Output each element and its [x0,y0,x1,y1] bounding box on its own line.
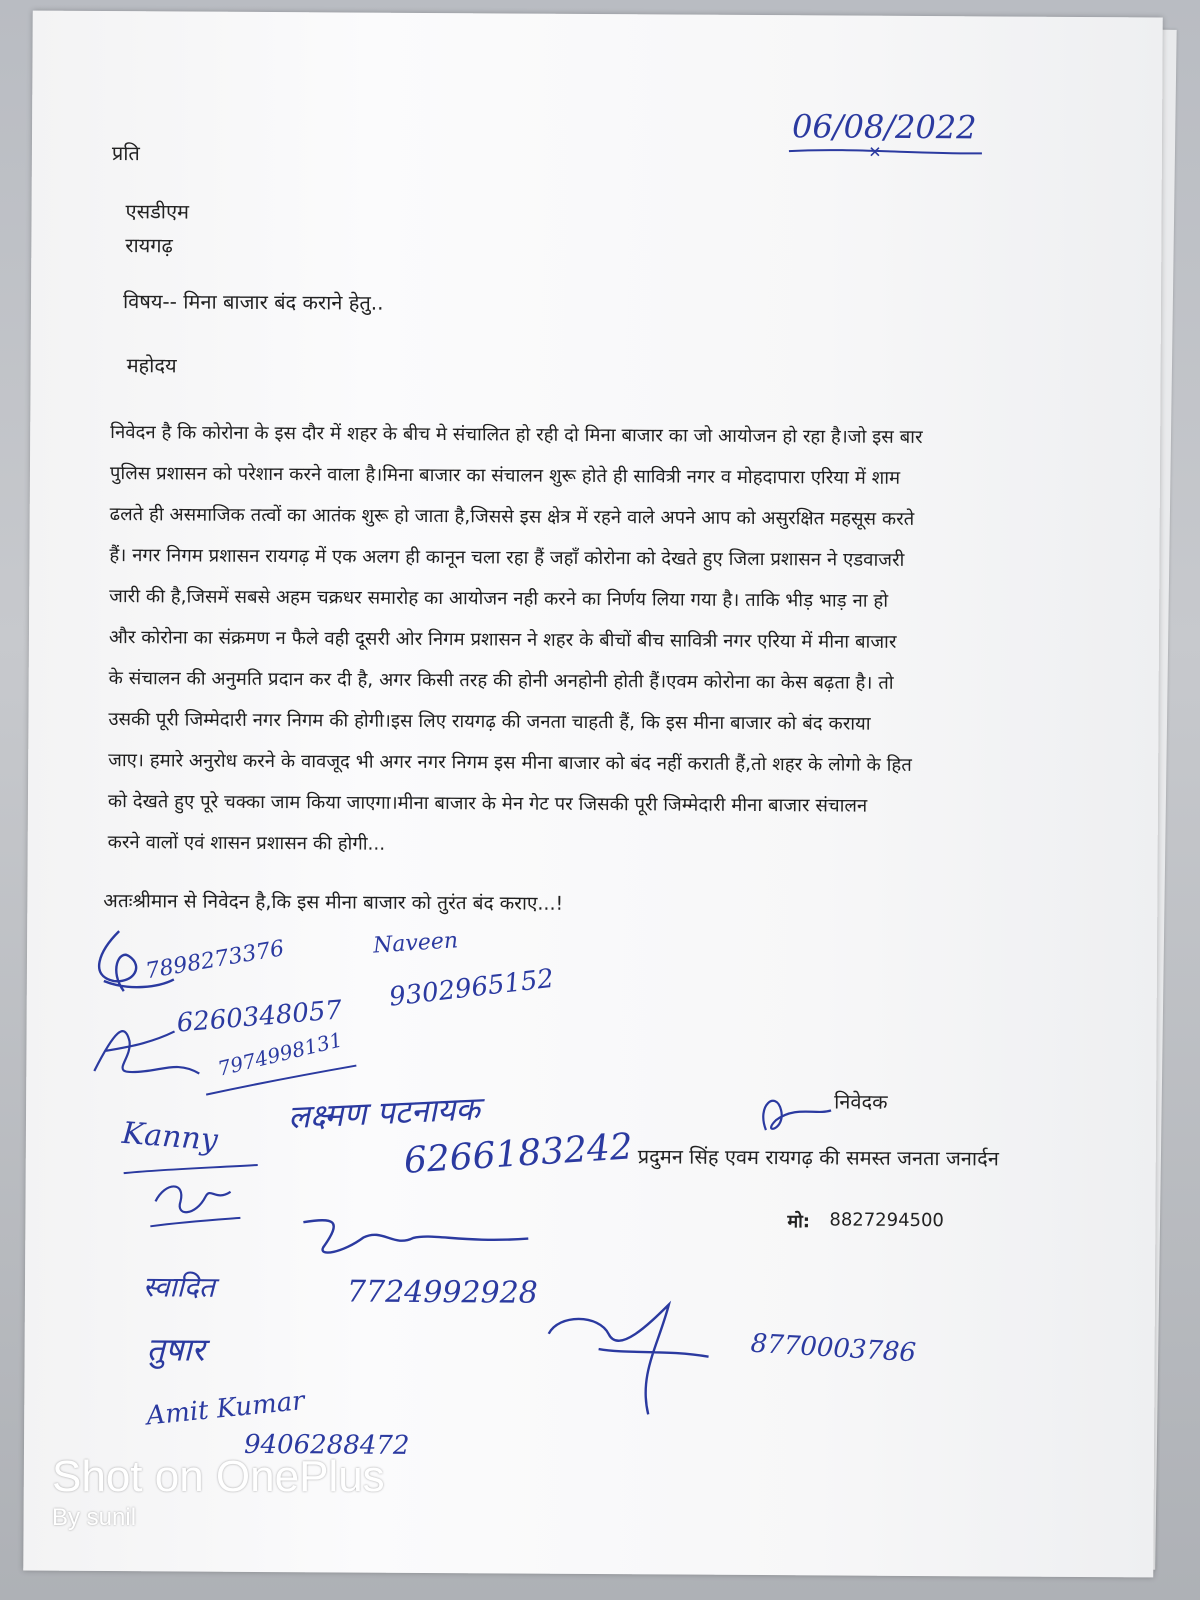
body-line: हैं। नगर निगम प्रशासन रायगढ़ में एक अलग ही कानून चला रहा हैं जहाँ कोरोना को देखते हुए जिला प्रशासन ने एडवाजरी [109,545,905,571]
mobile-label: मो: [787,1211,811,1233]
letter-greeting: महोदय [126,353,177,378]
recipient-city: रायगढ़ [125,233,173,258]
body-line: को देखते हुए पूरे चक्का जाम किया जाएगा।मीना बाजार के मेन गेट पर जिसकी पूरी जिम्मेदारी मीना बाजार संचालन [107,791,868,817]
handwritten-phone: 6260348057 [175,995,343,1039]
body-line: जारी की है,जिसमें सबसे अहम चक्रधर समारोह का आयोजन नही करने का निर्णय लिया गया है। ताकि भीड़ भाड़ ना हो [109,586,889,612]
handwritten-name: लक्ष्मण पटनायक [287,1089,481,1137]
recipient-title: एसडीएम [125,199,190,224]
handwritten-phone: 7724992928 [346,1274,538,1311]
handwritten-phone: 6266183242 [402,1126,634,1182]
body-line: करने वालों एवं शासन प्रशासन की होगी... [107,832,386,855]
camera-watermark: Shot on OnePlus [52,1452,385,1501]
body-line: और कोरोना का संक्रमण न फैले वही दूसरी ओर निगम प्रशासन ने शहर के बीचों बीच सावित्री नगर एरिया में मीना बाजार [108,627,897,653]
handwritten-name: Naveen [372,928,459,959]
handwritten-phone: 7974998131 [215,1027,345,1081]
closing-label: निवेदक [834,1089,888,1114]
handwritten-name: स्वादित [142,1270,215,1304]
body-line: पुलिस प्रशासन को परेशान करने वाला है।मिना बाजार का संचालन शुरू होते ही सावित्री नगर व मोहदापारा एरिया में शाम [109,463,901,489]
signature-scribble [293,1207,533,1268]
handwritten-name: तुषार [146,1330,205,1369]
sender-name: प्रदुमन सिंह एवम रायगढ़ की समस्त जनता जनार्दन [637,1144,999,1171]
signature-scribble [538,1294,719,1425]
letter-date: 06/08/2022 [791,107,977,147]
body-line: जाए। हमारे अनुरोध करने के वावजूद भी अगर नगर निगम इस मीना बाजार को बंद नहीं कराती हैं,तो शहर के लोगो के हित [108,750,912,776]
signature-scribble [145,1171,245,1232]
handwritten-phone: 7898273376 [143,936,287,985]
body-line: ढलते ही असमाजिक तत्वों का आतंक शुरू हो जाता है,जिससे इस क्षेत्र में रहने वाले अपने आप को असुरक्षित महसूस करते [109,504,915,530]
letter-page [23,11,1163,1578]
handwritten-phone: 8770003786 [749,1328,917,1369]
handwritten-phone: 9406288472 [243,1429,410,1461]
sender-signature [746,1085,836,1146]
mobile-number: 8827294500 [829,1209,944,1232]
body-line: उसकी पूरी जिम्मेदारी नगर निगम की होगी।इस लिए रायगढ़ की जनता चाहती हैं, कि इस मीना बाजार को बंद कराया [108,709,871,735]
handwritten-name: Amit Kumar [145,1386,306,1432]
body-line: निवेदन है कि कोरोना के इस दौर में शहर के बीच मे संचालित हो रही दो मिना बाजार का जो आयोजन हो रहा है।जो इस बार [110,422,923,449]
letter-subject: विषय-- मिना बाजार बंद कराने हेतु.. [122,289,384,315]
request-line: अतःश्रीमान से निवेदन है,कि इस मीना बाजार को तुरंत बंद कराए...! [103,890,564,915]
camera-watermark-byline: By sunil [52,1504,137,1531]
body-line: के संचालन की अनुमति प्रदान कर दी है, अगर किसी तरह की होनी अनहोनी होती हैं।एवम कोरोना का केस बढ़ता है। तो [108,668,894,694]
signature-scribble [84,1011,204,1092]
handwritten-phone: 9302965152 [387,963,556,1013]
handwritten-name: Kanny [120,1115,219,1159]
letter-to-label: प्रति [111,141,140,166]
date-underline [787,143,987,158]
